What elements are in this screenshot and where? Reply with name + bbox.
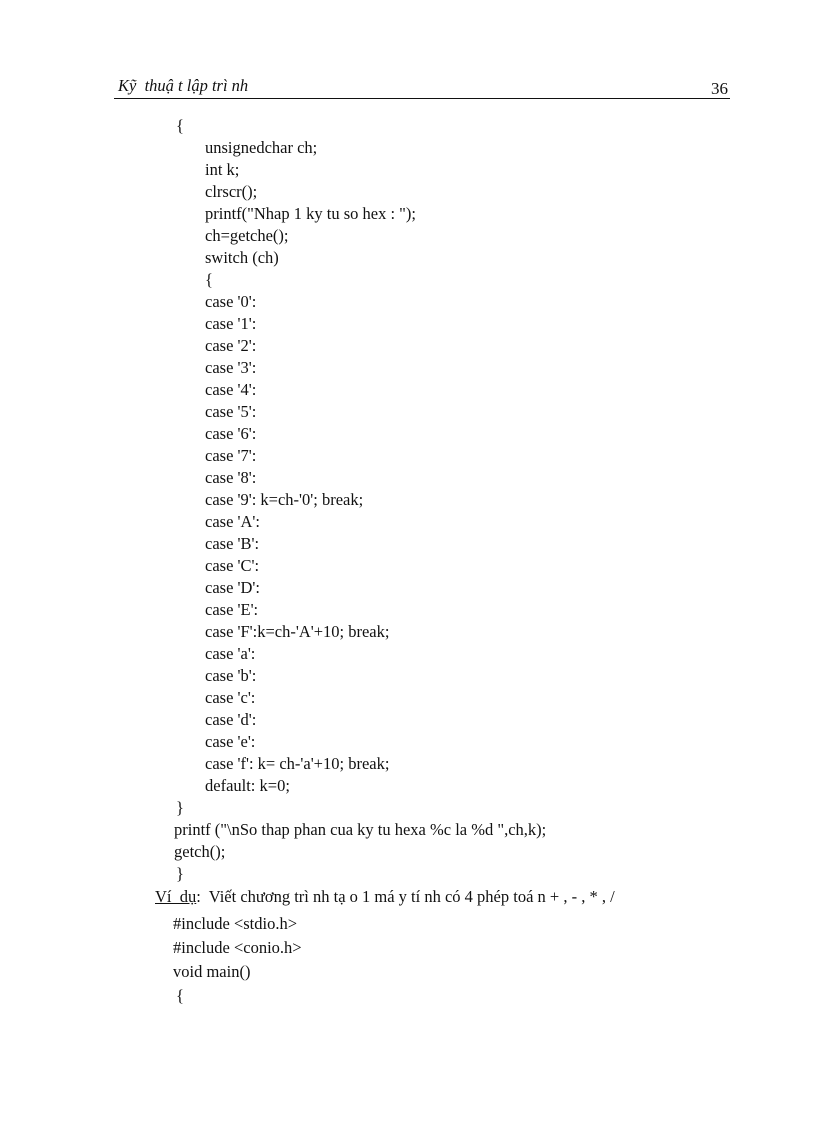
running-title: Kỹ thuậ t lập trì nh [118, 76, 249, 95]
code-line: case '8': [205, 468, 257, 487]
code-line: case 'C': [205, 556, 260, 575]
code-line: case 'D': [205, 578, 260, 597]
code-line: case '0': [205, 292, 257, 311]
code-line: case '6': [205, 424, 257, 443]
code-line: { [176, 986, 184, 1005]
code-line: switch (ch) [205, 248, 279, 267]
code-line: case 'd': [205, 710, 257, 729]
page-header [114, 76, 730, 99]
code-line: case 'e': [205, 732, 256, 751]
example-label: Ví dụ [155, 887, 197, 906]
code-line: case '5': [205, 402, 257, 421]
code-line: case 'f': k= ch-'a'+10; break; [205, 754, 390, 773]
code-line: case 'E': [205, 600, 259, 619]
code-line: { [176, 116, 184, 135]
example-text: : Viết chương trì nh tạ o 1 má y tí nh có 4 phép toá n + , - , * , / [196, 887, 615, 906]
code-line: default: k=0; [205, 776, 290, 795]
code-line: printf("Nhap 1 ky tu so hex : "); [205, 204, 416, 223]
code-line: } [176, 864, 184, 883]
code-line: case 'B': [205, 534, 260, 553]
code-line: void main() [173, 962, 251, 981]
code-line: #include <conio.h> [173, 938, 302, 957]
code-line: case '1': [205, 314, 257, 333]
code-line: int k; [205, 160, 240, 179]
code-line: case '7': [205, 446, 257, 465]
code-line: case 'a': [205, 644, 256, 663]
code-line: case '3': [205, 358, 257, 377]
code-line: case '2': [205, 336, 257, 355]
code-line: unsignedchar ch; [205, 138, 318, 157]
code-line: case '4': [205, 380, 257, 399]
code-line: #include <stdio.h> [173, 914, 298, 933]
page-number: 36 [711, 79, 728, 98]
code-line: case '9': k=ch-'0'; break; [205, 490, 364, 509]
code-line: case 'F':k=ch-'A'+10; break; [205, 622, 390, 641]
code-line: case 'b': [205, 666, 257, 685]
example-heading [155, 887, 615, 907]
code-line: clrscr(); [205, 182, 258, 201]
code-line: printf ("\nSo thap phan cua ky tu hexa %c la %d ",ch,k); [174, 820, 547, 839]
code-line: ch=getche(); [205, 226, 289, 245]
code-line: case 'A': [205, 512, 260, 531]
code-line: { [205, 270, 213, 289]
code-line: case 'c': [205, 688, 256, 707]
code-line: } [176, 798, 184, 817]
code-line: getch(); [174, 842, 226, 861]
